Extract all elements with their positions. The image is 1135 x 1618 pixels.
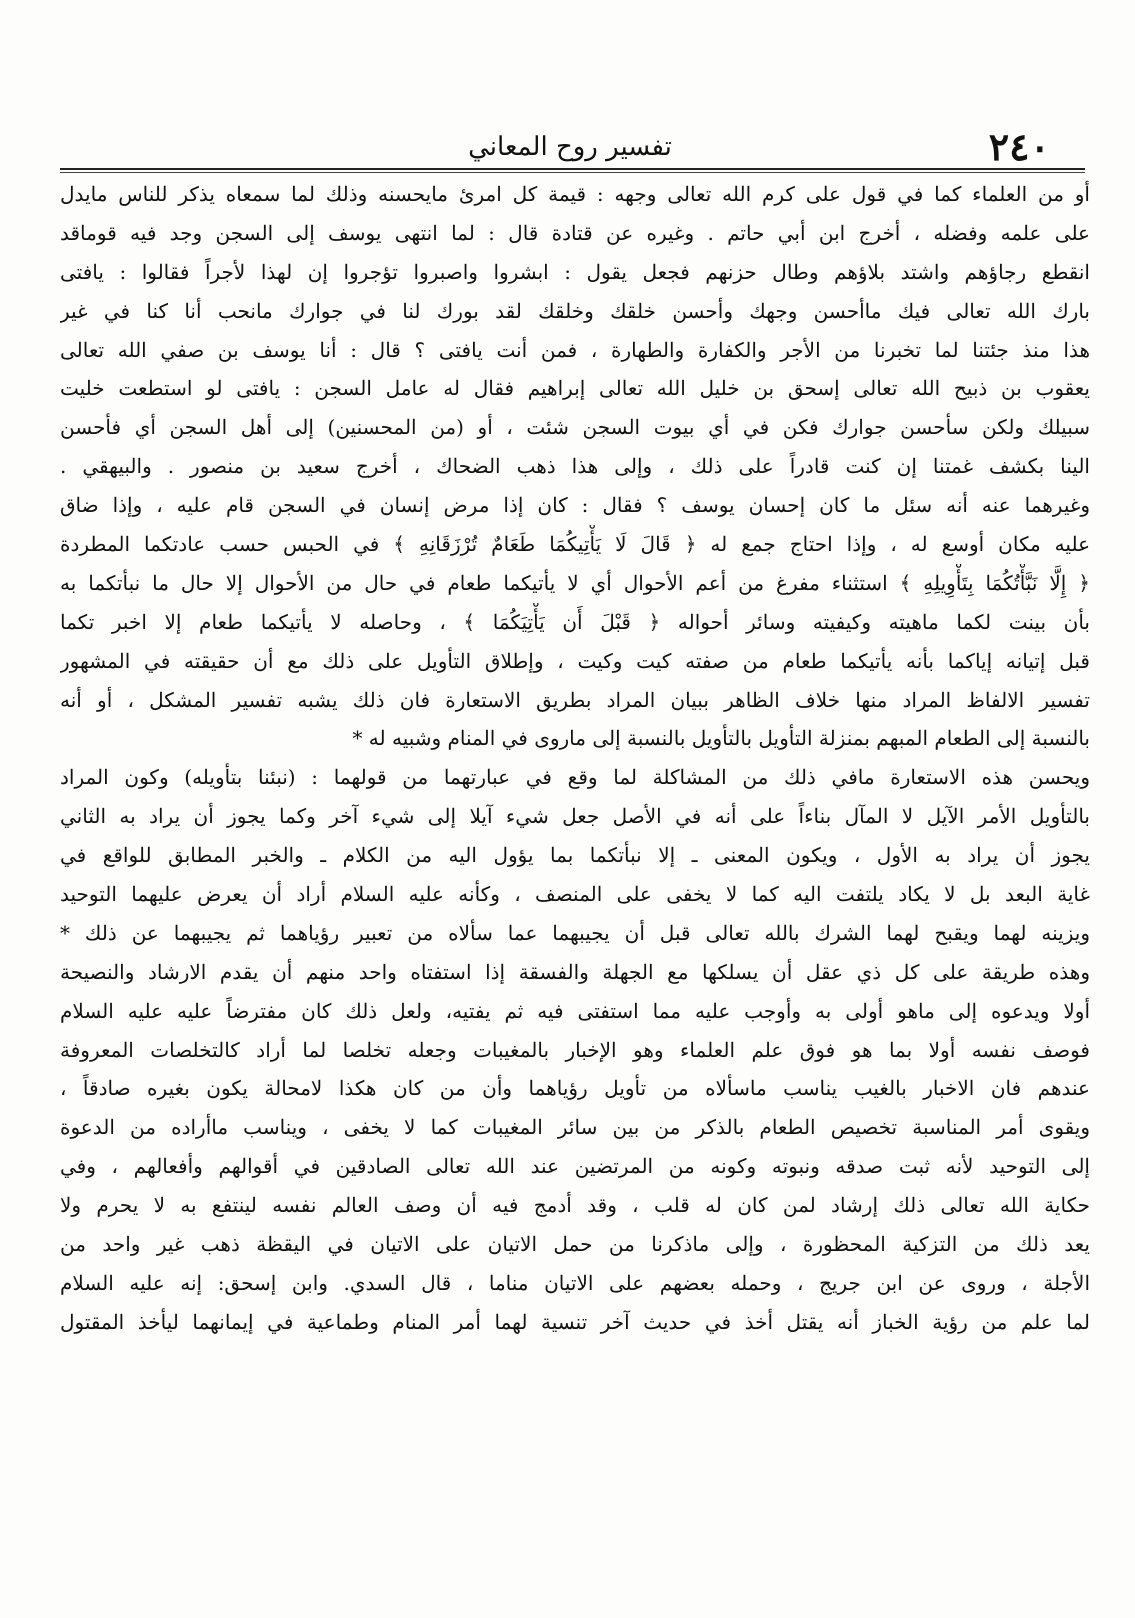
- text-line: إلى التوحيد لأنه ثبت صدقه ونبوته وكونه من المرتضين عند الله تعالى الصادقين في أقوالهم وأفعالهم ، وفي: [60, 1154, 1090, 1179]
- text-line: ويزينه لهما ويقبح لهما الشرك بالله تعالى قبل أن يجيبهما عما سألاه من تعبير رؤياهما ثم يجيبهما عن ذلك *: [60, 920, 1090, 945]
- text-line: سبيلك ولكن سأحسن جوارك فكن في أي بيوت السجن شئت ، أو (من المحسنين) إلى أهل السجن أي فأحسن: [60, 415, 1090, 440]
- text-line: قبل إتيانه إياكما بأنه يأتيكما طعام من صفته كيت وكيت ، وإطلاق التأويل على ذلك مع أن حقيقته في المشهور: [60, 648, 1090, 673]
- text-line: الينا بكشف غمتنا إن كنت قادراً على ذلك ، وإلى هذا ذهب الضحاك ، أخرج سعيد بن منصور . والبيهقي .: [60, 454, 1090, 479]
- text-line: ويقوى أمر المناسبة تخصيص الطعام بالذكر من بين سائر المغيبات كما لا يخفى ، ويناسب ماأراده من الدعوة: [60, 1115, 1090, 1140]
- running-title: تفسير روح المعاني: [468, 132, 672, 162]
- text-line: بأن بينت لكما ماهيته وكيفيته وسائر أحواله ﴿ قَبْلَ أَن يَأْتِيَكُمَا ﴾ ، وحاصله لا يأتيكما طعام إلا اخبر تكما: [60, 609, 1090, 634]
- text-line: ﴿ إِلَّا نَبَّأْتُكُمَا بِتَأْوِيلِهِ ﴾ استثناء مفرغ من أعم الأحوال أي لا يأتيكما طعام في حال من الأحوال إلا حال ما نبأتكما به: [60, 570, 1090, 595]
- paragraph-end-line: بالنسبة إلى الطعام المبهم بمنزلة التأويل بالتأويل بالنسبة إلى ماروى في المنام وشبيه له *: [352, 726, 1090, 751]
- body-text: [60, 175, 1090, 1342]
- text-line: الأجلة ، وروى عن ابن جريج ، وحمله بعضهم على الاتيان مناما ، قال السدي. وابن إسحق: إنه عليه السلام: [60, 1270, 1090, 1295]
- text-line: على علمه وفضله ، أخرج ابن أبي حاتم . وغيره عن قتادة قال : لما انتهى يوسف إلى السجن وجد فيه قوماقد: [60, 220, 1090, 245]
- page-number: ٢٤٠: [988, 124, 1050, 169]
- header-rule-thin: [60, 172, 1085, 173]
- text-line: تفسير الالفاظ المراد منها خلاف الظاهر ببيان المراد بطريق الاستعارة فان ذلك يشبه تفسير المشكل ، أو أنه: [60, 687, 1090, 712]
- text-line: لما علم من رؤية الخباز أنه يقتل أخذ في حديث آخر تنسية لهما أمر المنام وطماعية في إيمانهما ليأخذ المقتول: [60, 1309, 1090, 1334]
- text-line: أو من العلماء كما في قول على كرم الله تعالى وجهه : قيمة كل امرئ مايحسنه وذلك لما سمعاه يذكر للناس مايدل: [60, 182, 1090, 206]
- text-line: وهذه طريقة على كل ذي عقل أن يسلكها مع الجهلة والفسقة إذا استفتاه واحد منهم أن يقدم الارشاد والنصيحة: [60, 959, 1090, 984]
- text-line: ويحسن هذه الاستعارة مافي ذلك من المشاكلة لما وقع في عبارتهما من قولهما : (نبئنا بتأويله) وكون المراد: [60, 765, 1090, 790]
- text-line: هذا منذ جئتنا لما تخبرنا من الأجر والكفارة والطهارة ، فمن أنت يافتى ؟ قال : أنا يوسف بن صفي الله تعالى: [60, 337, 1090, 362]
- text-line: بالتأويل الأمر الآيل لا المآل بناءاً على أنه في الأصل جعل شيء آيلا إلى شيء آخر وكما يجوز أن يراد به الثاني: [60, 804, 1090, 829]
- header-rule: [60, 168, 1085, 170]
- text-line: عندهم فان الاخبار بالغيب يناسب ماسألاه من تأويل رؤياهما وأن من كان هكذا لامحالة يكون بغيره صادقاً ،: [60, 1076, 1090, 1101]
- text-line: يعقوب بن ذبيح الله تعالى إسحق بن خليل الله تعالى إبراهيم فقال له عامل السجن : يافتى لو استطعت خليت: [60, 376, 1090, 401]
- text-line: يعد ذلك من التزكية المحظورة ، وإلى ماذكرنا من حمل الاتيان على الاتيان في اليقظة ذهب غير واحد من: [60, 1232, 1090, 1257]
- text-line: عليه مكان أوسع له ، وإذا احتاج جمع له ﴿ قَالَ لَا يَأْتِيكُمَا طَعَامٌ تُرْزَقَانِهِ ﴾ في الحبس حسب عادتكما المطردة: [60, 532, 1090, 557]
- text-line: حكاية الله تعالى ذلك إرشاد لمن كان له قلب ، وقد أدمج فيه أن وصف العالم نفسه لينتفع به لا يحرم ولا: [60, 1193, 1090, 1218]
- text-line: وغيرهما عنه أنه سئل ما كان إحسان يوسف ؟ فقال : كان إذا مرض إنسان في السجن قام عليه ، وإذا ضاق: [60, 493, 1090, 518]
- text-line: فوصف نفسه أولا بما هو فوق علم العلماء وهو الإخبار بالمغيبات وجعله تخلصا لما أراد كالتخلصات المعروفة: [60, 1037, 1090, 1062]
- text-line: بارك الله تعالى فيك ماأحسن وجهك وأحسن خلقك وخلقك لقد بورك لنا في جوارك مانحب أنا كنا في غير: [60, 298, 1090, 323]
- text-line: يجوز أن يراد به الأول ، ويكون المعنى ـ إلا نبأتكما بما يؤول اليه من الكلام ـ والخبر المطابق للواقع في: [60, 843, 1090, 868]
- text-line: انقطع رجاؤهم واشتد بلاؤهم وطال حزنهم فجعل يقول : ابشروا واصبروا تؤجروا إن لهذا لأجراً فقالوا : يافتى: [60, 259, 1090, 284]
- page-header: [60, 122, 1080, 172]
- text-line: أولا ويدعوه إلى ماهو أولى به وأوجب عليه مما استفتى فيه ثم يفتيه، ولعل ذلك كان مفترضاً عليه عليه السلام: [60, 998, 1090, 1023]
- text-line: غاية البعد بل لا يكاد يلتفت اليه كما لا يخفى على المنصف ، وكأنه عليه السلام أراد أن يعرض عليهما التوحيد: [60, 882, 1090, 907]
